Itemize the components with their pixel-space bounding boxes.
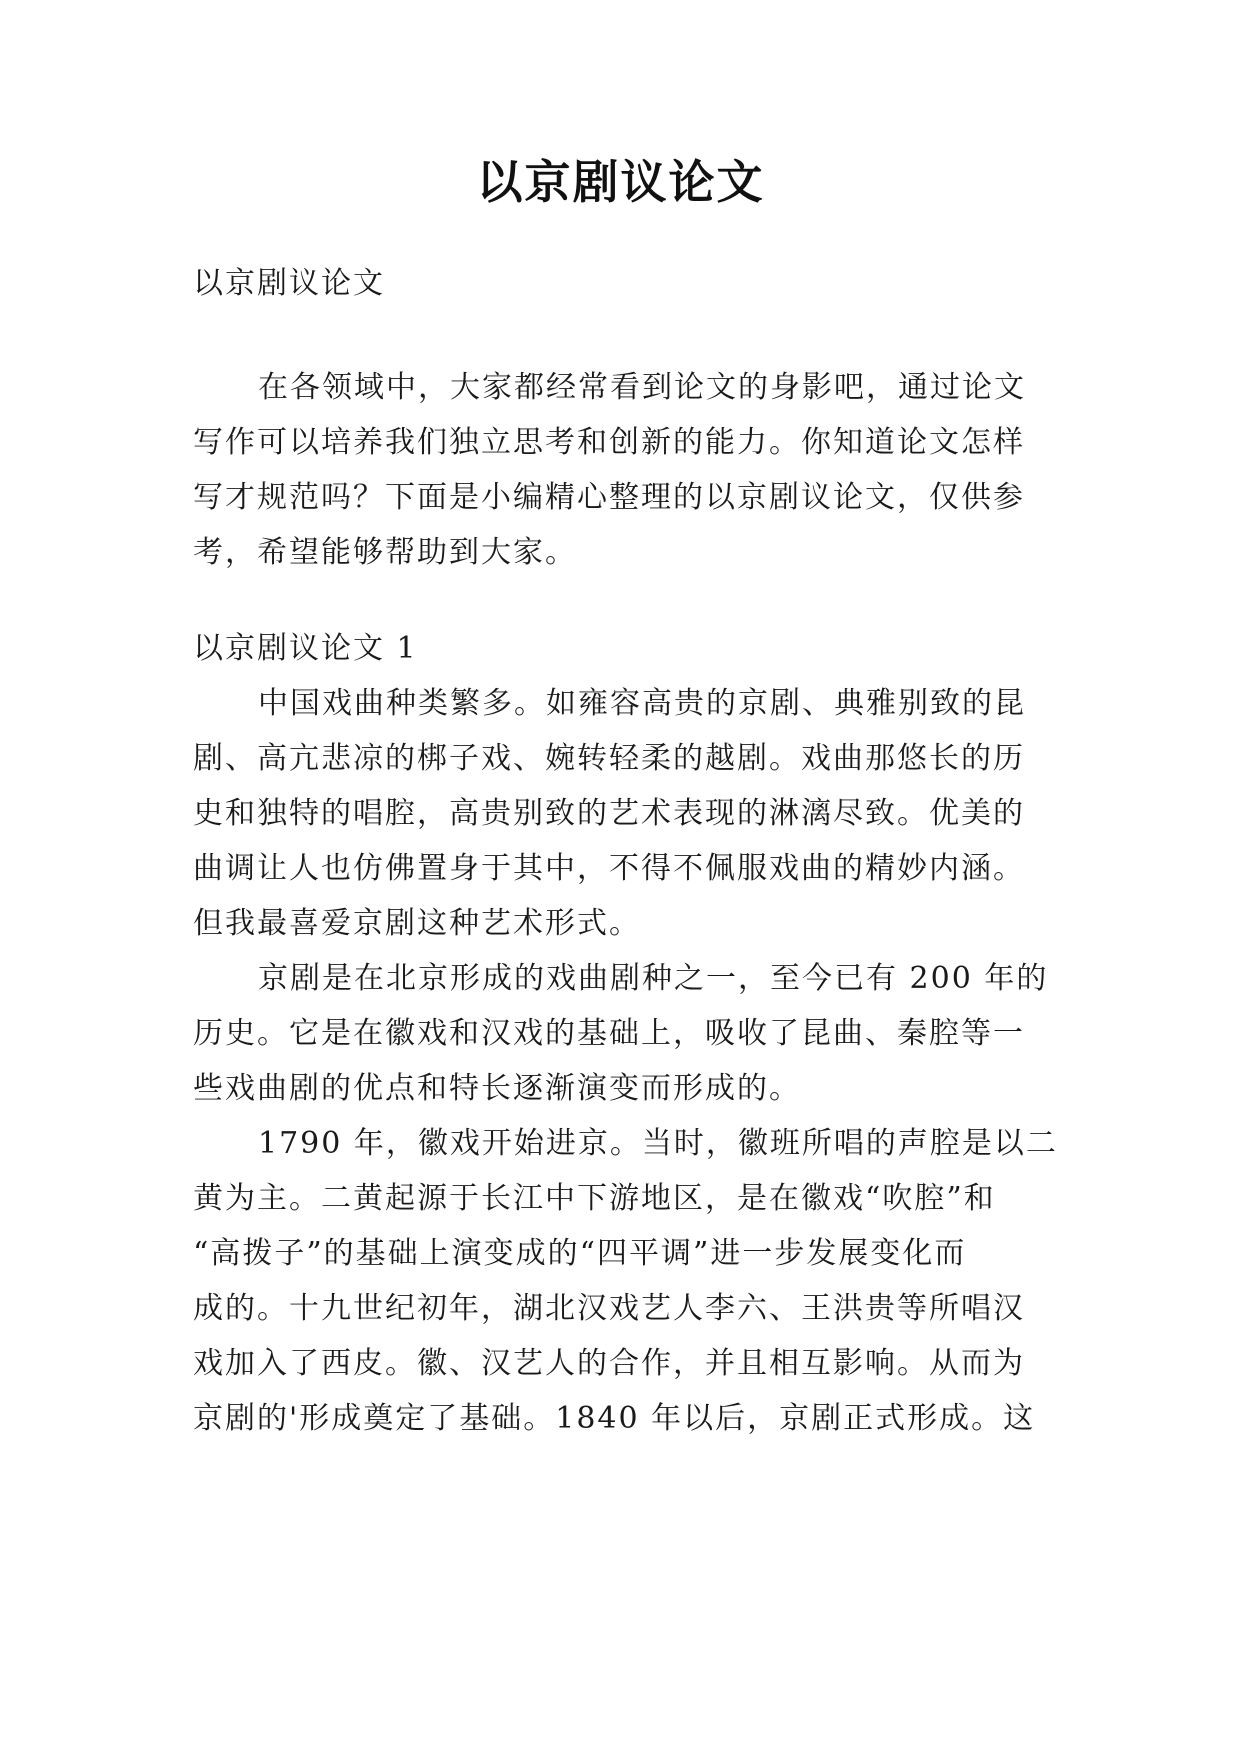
paragraph-3-line-6: 京剧的'形成奠定了基础。1840 年以后，京剧正式形成。这: [193, 1401, 1036, 1436]
intro-line-2: 写作可以培养我们独立思考和创新的能力。你知道论文怎样: [193, 425, 1025, 460]
paragraph-2-line-3: 些戏曲剧的优点和特长逐渐演变而形成的。: [193, 1071, 801, 1106]
paragraph-2-line-1: 京剧是在北京形成的戏曲剧种之一，至今已有 200 年的: [258, 961, 1049, 996]
paragraph-3-line-4: 成的。十九世纪初年，湖北汉戏艺人李六、王洪贵等所唱汉: [193, 1291, 1025, 1326]
paragraph-1-line-3: 史和独特的唱腔，高贵别致的艺术表现的淋漓尽致。优美的: [193, 796, 1025, 831]
intro-line-4: 考，希望能够帮助到大家。: [193, 535, 577, 570]
paragraph-1-line-1: 中国戏曲种类繁多。如雍容高贵的京剧、典雅别致的昆: [258, 686, 1026, 721]
paragraph-1-line-4: 曲调让人也仿佛置身于其中，不得不佩服戏曲的精妙内涵。: [193, 851, 1025, 886]
intro-line-1: 在各领域中，大家都经常看到论文的身影吧，通过论文: [258, 370, 1026, 405]
section-heading-1: 以京剧议论文 1: [193, 631, 418, 666]
paragraph-1-line-2: 剧、高亢悲凉的梆子戏、婉转轻柔的越剧。戏曲那悠长的历: [193, 741, 1025, 776]
document-title: 以京剧议论文: [476, 155, 765, 209]
paragraph-3-line-5: 戏加入了西皮。徽、汉艺人的合作，并且相互影响。从而为: [193, 1346, 1025, 1381]
subtitle-line: 以京剧议论文: [193, 266, 385, 301]
paragraph-3-line-1: 1790 年，徽戏开始进京。当时，徽班所唱的声腔是以二: [258, 1126, 1058, 1161]
paragraph-2-line-2: 历史。它是在徽戏和汉戏的基础上，吸收了昆曲、秦腔等一: [193, 1016, 1025, 1051]
paragraph-3-line-2: 黄为主。二黄起源于长江中下游地区，是在徽戏“吹腔”和: [193, 1181, 996, 1216]
intro-line-3: 写才规范吗？下面是小编精心整理的以京剧议论文，仅供参: [193, 480, 1025, 515]
paragraph-1-line-5: 但我最喜爱京剧这种艺术形式。: [193, 906, 641, 941]
paragraph-3-line-3: “高拨子”的基础上演变成的“四平调”进一步发展变化而: [193, 1236, 967, 1271]
